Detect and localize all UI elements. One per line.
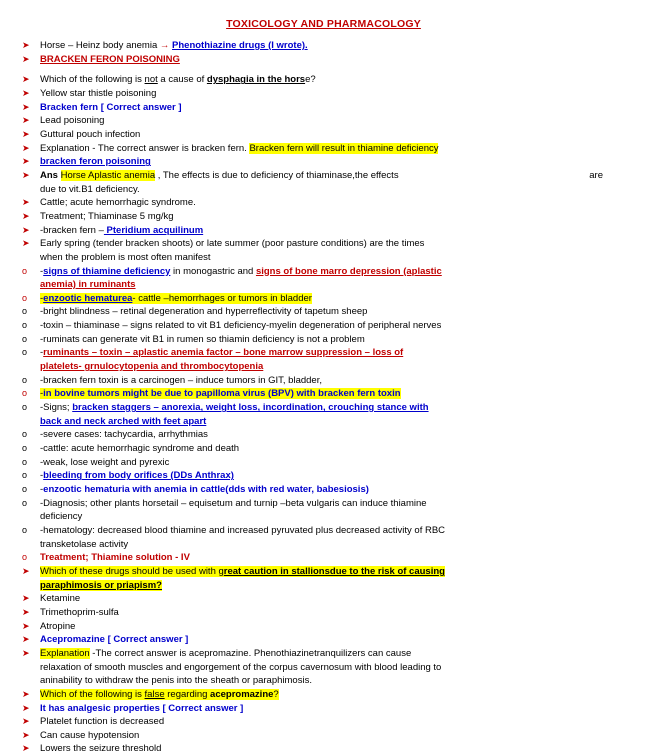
list-item-text bbox=[40, 457, 625, 469]
arrow-bullet-icon: ➤ bbox=[22, 565, 30, 576]
arrow-bullet-icon: ➤ bbox=[22, 606, 30, 617]
list-item bbox=[22, 74, 625, 86]
list-item-text bbox=[40, 266, 625, 278]
text-run: -cattle: acute hemorrhagic syndrome and death bbox=[40, 443, 240, 455]
list-item bbox=[22, 607, 625, 619]
no-bullet bbox=[22, 675, 40, 687]
text-run: a cause of bbox=[157, 74, 207, 86]
text-run: e? bbox=[305, 74, 316, 86]
arrow-bullet-icon: ➤ bbox=[22, 74, 30, 85]
list-item-text bbox=[40, 184, 625, 196]
list-item-text bbox=[40, 675, 625, 687]
arrow-bullet-icon: ➤ bbox=[22, 238, 30, 249]
text-run: It has analgesic properties [ Correct answer ] bbox=[40, 702, 244, 714]
text-run: -Signs; bbox=[40, 402, 73, 414]
text-run: deficiency bbox=[40, 511, 83, 523]
arrow-bullet-icon: ➤ bbox=[22, 593, 30, 604]
list-item-text bbox=[40, 156, 625, 168]
list-item-text bbox=[40, 361, 625, 373]
circle-bullet-icon: o bbox=[22, 443, 28, 454]
list-item bbox=[22, 552, 625, 564]
no-bullet bbox=[22, 252, 40, 264]
list-item-text bbox=[40, 716, 625, 728]
text-run: -bright blindness – retinal degeneration and hyperreflectivity of tapetum sheep bbox=[40, 306, 368, 318]
text-run: regarding bbox=[164, 688, 211, 700]
list-item-text bbox=[40, 129, 625, 141]
arrow-bullet-icon: ➤ bbox=[22, 210, 30, 221]
no-bullet bbox=[22, 361, 40, 373]
text-run: Treatment; Thiamine solution - IV bbox=[40, 552, 190, 564]
text-run: -weak, lose weight and pyrexic bbox=[40, 456, 170, 468]
list-item bbox=[22, 743, 625, 755]
text-run: signs of thiamine deficiency bbox=[43, 265, 171, 277]
text-run: Horse – Heinz body anemia bbox=[40, 40, 160, 51]
list-item-text bbox=[40, 566, 625, 578]
list-item-text bbox=[40, 484, 625, 496]
text-run: false bbox=[144, 688, 165, 700]
list-item bbox=[22, 306, 625, 318]
list-item-text bbox=[40, 102, 625, 114]
text-run: Atropine bbox=[40, 620, 76, 632]
list-item bbox=[22, 457, 625, 469]
text-run: - bbox=[40, 388, 44, 400]
text-run: Bracken fern will result in thiamine deficiency bbox=[249, 142, 439, 154]
text-run: -hematology: decreased blood thiamine and increased pyruvated plus decreased activity of RBC bbox=[40, 524, 446, 536]
list-item bbox=[22, 347, 625, 359]
list-item-text bbox=[40, 402, 625, 414]
no-bullet bbox=[22, 416, 40, 428]
line-spacer bbox=[22, 67, 625, 74]
arrow-bullet-icon: ➤ bbox=[22, 53, 30, 64]
list-item bbox=[22, 143, 625, 155]
list-item bbox=[22, 115, 625, 127]
arrow-bullet-icon: ➤ bbox=[22, 115, 30, 126]
list-item-text bbox=[40, 388, 625, 400]
arrow-bullet-icon: ➤ bbox=[22, 224, 30, 235]
arrow-bullet-icon: ➤ bbox=[22, 169, 30, 180]
list-item-text bbox=[40, 40, 625, 52]
list-item bbox=[22, 730, 625, 742]
text-run: - bbox=[40, 292, 44, 304]
list-item-text bbox=[40, 334, 625, 346]
text-run: -bracken fern toxin is a carcinogen – induce tumors in GIT, bladder, bbox=[40, 374, 322, 386]
list-item-text bbox=[40, 88, 625, 100]
circle-bullet-icon: o bbox=[22, 306, 28, 317]
list-item-text bbox=[40, 730, 625, 742]
text-run: aninability to withdraw the penis into the sheath or paraphimosis. bbox=[40, 675, 312, 687]
list-item-text bbox=[40, 443, 625, 455]
arrow-bullet-icon: ➤ bbox=[22, 142, 30, 153]
arrow-bullet-icon: ➤ bbox=[22, 156, 30, 167]
list-item bbox=[22, 197, 625, 209]
text-run: -toxin – thiaminase – signs related to vit B1 deficiency-myelin degeneration of peripheral nerves bbox=[40, 320, 442, 332]
arrow-bullet-icon: ➤ bbox=[22, 40, 30, 50]
text-run: anemia) in ruminants bbox=[40, 279, 136, 291]
list-item bbox=[22, 416, 625, 428]
no-bullet bbox=[22, 184, 40, 196]
list-item bbox=[22, 539, 625, 551]
list-item bbox=[22, 225, 625, 237]
arrow-bullet-icon: ➤ bbox=[22, 128, 30, 139]
list-item bbox=[22, 634, 625, 646]
text-run: Early spring (tender bracken shoots) or late summer (poor pasture conditions) are the times bbox=[40, 238, 425, 250]
no-bullet bbox=[22, 279, 40, 291]
text-run: Guttural pouch infection bbox=[40, 128, 141, 140]
list-item-text bbox=[40, 648, 625, 660]
circle-bullet-icon: o bbox=[22, 470, 28, 481]
arrow-bullet-icon: ➤ bbox=[22, 729, 30, 740]
list-item bbox=[22, 156, 625, 168]
list-item bbox=[22, 621, 625, 633]
text-run: in monogastric and bbox=[170, 265, 256, 277]
text-run: -The correct answer is acepromazine. Phenothiazinetranquilizers can cause bbox=[89, 647, 412, 659]
circle-bullet-icon: o bbox=[22, 347, 28, 358]
text-run: Lead poisoning bbox=[40, 115, 105, 127]
list-item bbox=[22, 293, 625, 305]
list-item bbox=[22, 238, 625, 250]
list-item-text bbox=[40, 511, 625, 523]
list-item bbox=[22, 266, 625, 278]
text-run: Trimethoprim-sulfa bbox=[40, 606, 119, 618]
list-item-text bbox=[40, 634, 625, 646]
text-run: - bbox=[40, 347, 44, 359]
list-item bbox=[22, 580, 625, 592]
circle-bullet-icon: o bbox=[22, 402, 28, 413]
list-item-text bbox=[40, 703, 625, 715]
text-run: Acepromazine [ Correct answer ] bbox=[40, 634, 189, 646]
list-item bbox=[22, 334, 625, 346]
list-item-text bbox=[40, 197, 625, 209]
text-run: -severe cases: tachycardia, arrhythmias bbox=[40, 429, 208, 441]
text-run: not bbox=[144, 74, 158, 86]
text-run: Platelet function is decreased bbox=[40, 716, 165, 728]
arrow-bullet-icon: ➤ bbox=[22, 716, 30, 727]
arrow-bullet-icon: ➤ bbox=[22, 620, 30, 631]
text-run: Can cause hypotension bbox=[40, 729, 140, 741]
text-run: Treatment; Thiaminase 5 mg/kg bbox=[40, 210, 174, 222]
list-item-text bbox=[40, 252, 625, 264]
no-bullet bbox=[22, 662, 40, 674]
text-run: transketolase activity bbox=[40, 538, 129, 550]
text-run: enzootic hematuria with anemia in cattle(dds with red water, babesiosis) bbox=[43, 484, 369, 495]
no-bullet bbox=[22, 539, 40, 551]
text-run: bracken feron poisoning bbox=[40, 156, 151, 168]
list-item bbox=[22, 279, 625, 291]
list-item-text bbox=[40, 279, 625, 291]
text-run: Ketamine bbox=[40, 593, 81, 605]
text-run: in bovine tumors might be due to papilloma virus (BPV) with bracken fern toxin bbox=[43, 388, 401, 400]
circle-bullet-icon: o bbox=[22, 320, 28, 331]
list-item-text bbox=[40, 320, 625, 332]
text-run: acepromazine bbox=[210, 688, 274, 700]
list-item bbox=[22, 689, 625, 701]
text-run: bracken staggers – anorexia, weight loss, incordination, crouching stance with bbox=[72, 402, 429, 414]
text-run: relaxation of smooth muscles and engorgement of the corpus cavernosum with blood leading to bbox=[40, 661, 442, 673]
list-item-text bbox=[40, 662, 625, 674]
text-run: Which of the following is bbox=[40, 688, 145, 700]
circle-bullet-icon: o bbox=[22, 552, 28, 563]
text-run: Which of the following is bbox=[40, 74, 145, 86]
list-item-text bbox=[40, 74, 625, 86]
text-run: ruminants – toxin – aplastic anemia factor – bone marrow suppression – loss of bbox=[43, 347, 404, 359]
page-title: TOXICOLOGY AND PHARMACOLOGY bbox=[226, 18, 421, 30]
list-item-text bbox=[40, 293, 625, 305]
list-item bbox=[22, 675, 625, 687]
list-item bbox=[22, 320, 625, 332]
notes-list bbox=[22, 40, 625, 756]
list-item-text bbox=[40, 143, 625, 155]
list-item bbox=[22, 361, 625, 373]
text-run: Bracken fern [ Correct answer ] bbox=[40, 101, 182, 113]
text-run: reat caution in stallionsdue to the risk of causing bbox=[223, 565, 445, 577]
text-run: enzootic hematurea bbox=[43, 292, 133, 304]
list-item bbox=[22, 88, 625, 100]
list-item-text bbox=[40, 498, 625, 510]
arrow-bullet-icon: ➤ bbox=[22, 87, 30, 98]
text-run: when the problem is most often manifest bbox=[40, 251, 211, 263]
list-item bbox=[22, 648, 625, 660]
circle-bullet-icon: o bbox=[22, 388, 28, 399]
list-item bbox=[22, 662, 625, 674]
text-run: - bbox=[40, 470, 44, 482]
text-run: - bbox=[40, 484, 44, 495]
list-item-text bbox=[40, 170, 625, 182]
text-run: - bbox=[40, 265, 44, 277]
list-item bbox=[22, 511, 625, 523]
text-run: -Diagnosis; other plants horsetail – equisetum and turnip –beta vulgaris can induce thiamine bbox=[40, 497, 427, 509]
circle-bullet-icon: o bbox=[22, 374, 28, 385]
circle-bullet-icon: o bbox=[22, 524, 28, 535]
text-run: BRACKEN FERON POISONING bbox=[40, 53, 180, 65]
text-run: dysphagia in the hors bbox=[206, 74, 306, 86]
list-item-text bbox=[40, 238, 625, 250]
list-item-text bbox=[40, 552, 625, 564]
list-item-text bbox=[40, 347, 625, 359]
text-run: -ruminats can generate vit B1 in rumen so thiamin deficiency is not a problem bbox=[40, 333, 365, 345]
text-run: Phenothiazine drugs (I wrote). bbox=[172, 40, 308, 51]
list-item-text bbox=[40, 225, 625, 237]
arrow-bullet-icon: ➤ bbox=[22, 702, 30, 713]
text-run: Horse Aplastic anemia bbox=[60, 169, 156, 181]
list-item-text bbox=[40, 607, 625, 619]
list-item bbox=[22, 703, 625, 715]
text-run: Ans bbox=[40, 169, 61, 181]
list-item bbox=[22, 402, 625, 414]
list-item-text bbox=[40, 306, 625, 318]
list-item-text bbox=[40, 54, 625, 66]
no-bullet bbox=[22, 511, 40, 523]
text-run: Which of these drugs should be used with g bbox=[40, 565, 224, 577]
list-item-text bbox=[40, 743, 625, 755]
text-run: paraphimosis or priapism? bbox=[40, 579, 162, 591]
arrow-bullet-icon: ➤ bbox=[22, 743, 30, 754]
list-item bbox=[22, 129, 625, 141]
text-run: Lowers the seizure threshold bbox=[40, 743, 162, 755]
list-item bbox=[22, 429, 625, 441]
list-item bbox=[22, 716, 625, 728]
list-item bbox=[22, 40, 625, 52]
circle-bullet-icon: o bbox=[22, 292, 28, 303]
list-item bbox=[22, 184, 625, 196]
list-item bbox=[22, 593, 625, 605]
list-item-text bbox=[40, 525, 625, 537]
arrow-bullet-icon: ➤ bbox=[22, 634, 30, 645]
list-item-text bbox=[40, 211, 625, 223]
text-run: Explanation bbox=[40, 647, 90, 659]
circle-bullet-icon: o bbox=[22, 497, 28, 508]
list-item bbox=[22, 566, 625, 578]
list-item-text bbox=[40, 689, 625, 701]
circle-bullet-icon: o bbox=[22, 429, 28, 440]
list-item bbox=[22, 375, 625, 387]
circle-bullet-icon: o bbox=[22, 456, 28, 467]
list-item bbox=[22, 470, 625, 482]
text-run: - cattle –hemorrhages or tumors in bladder bbox=[132, 292, 312, 304]
list-item-text bbox=[40, 375, 625, 387]
list-item-text bbox=[40, 621, 625, 633]
text-run: platelets- grnulocytopenia and thrombocytopenia bbox=[40, 361, 264, 373]
no-bullet bbox=[22, 580, 40, 592]
list-item bbox=[22, 498, 625, 510]
arrow-bullet-icon: ➤ bbox=[22, 688, 30, 699]
text-run: Yellow star thistle poisoning bbox=[40, 87, 157, 99]
text-run: bleeding from body orifices (DDs Anthrax) bbox=[43, 470, 234, 482]
list-item bbox=[22, 170, 625, 182]
list-item bbox=[22, 388, 625, 400]
list-item-text bbox=[40, 470, 625, 482]
list-item bbox=[22, 252, 625, 264]
text-run: Pteridium acquilinum bbox=[103, 224, 204, 236]
text-run: Cattle; acute hemorrhagic syndrome. bbox=[40, 197, 196, 209]
text-run: due to vit.B1 deficiency. bbox=[40, 183, 140, 195]
arrow-bullet-icon: ➤ bbox=[22, 647, 30, 658]
arrow-bullet-icon: ➤ bbox=[22, 101, 30, 112]
list-item bbox=[22, 211, 625, 223]
text-run: back and neck arched with feet apart bbox=[40, 415, 207, 427]
text-run: signs of bone marro depression (aplastic bbox=[255, 265, 442, 277]
list-item bbox=[22, 525, 625, 537]
circle-bullet-icon: o bbox=[22, 333, 28, 344]
list-item-text bbox=[40, 429, 625, 441]
text-run: ? bbox=[273, 688, 279, 700]
list-item bbox=[22, 54, 625, 66]
list-item-text bbox=[40, 115, 625, 127]
list-item-text bbox=[40, 416, 625, 428]
list-item-text bbox=[40, 593, 625, 605]
circle-bullet-icon: o bbox=[22, 484, 28, 494]
circle-bullet-icon: o bbox=[22, 265, 28, 276]
trailing-text: are bbox=[589, 169, 603, 181]
arrow-bullet-icon: ➤ bbox=[22, 197, 30, 208]
list-item bbox=[22, 102, 625, 114]
list-item-text bbox=[40, 539, 625, 551]
list-item bbox=[22, 484, 625, 496]
text-run: → bbox=[159, 40, 173, 51]
list-item-text bbox=[40, 580, 625, 592]
text-run: , The effects is due to deficiency of thiaminase,the effects bbox=[155, 169, 399, 181]
text-run: -bracken fern – bbox=[40, 224, 104, 236]
text-run: Explanation - The correct answer is bracken fern. bbox=[40, 142, 250, 154]
list-item bbox=[22, 443, 625, 455]
